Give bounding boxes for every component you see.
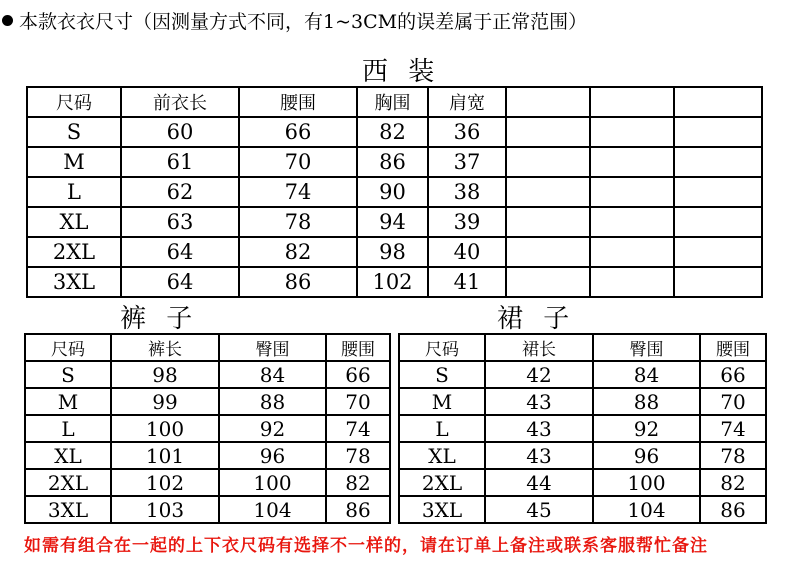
pants-cell: 3XL bbox=[25, 496, 111, 523]
suit-cell: S bbox=[27, 117, 121, 147]
pants-cell: 99 bbox=[111, 388, 219, 415]
pants-table-row bbox=[25, 388, 390, 415]
size-header bbox=[2, 7, 587, 34]
skirt-cell: 78 bbox=[700, 442, 766, 469]
skirt-cell: 43 bbox=[485, 415, 593, 442]
pants-cell: 102 bbox=[111, 469, 219, 496]
pants-cell: 臀围 bbox=[219, 334, 326, 361]
skirt-cell: 3XL bbox=[399, 496, 485, 523]
black-dot-icon bbox=[2, 15, 13, 26]
order-note: 如需有组合在一起的上下衣尺码有选择不一样的，请在订单上备注或联系客服帮忙备注 bbox=[24, 536, 708, 556]
suit-table-row bbox=[27, 237, 762, 267]
suit-cell bbox=[590, 87, 674, 117]
pants-header-row bbox=[25, 334, 390, 361]
suit-cell: 胸围 bbox=[357, 87, 428, 117]
suit-cell: 62 bbox=[121, 177, 239, 207]
suit-header-row bbox=[27, 87, 762, 117]
suit-cell bbox=[590, 147, 674, 177]
suit-table-row bbox=[27, 267, 762, 297]
skirt-cell: 82 bbox=[700, 469, 766, 496]
suit-cell: 61 bbox=[121, 147, 239, 177]
skirt-cell: 96 bbox=[593, 442, 700, 469]
skirt-cell: 86 bbox=[700, 496, 766, 523]
suit-cell bbox=[674, 87, 762, 117]
skirt-cell: 92 bbox=[593, 415, 700, 442]
pants-cell: M bbox=[25, 388, 111, 415]
suit-cell bbox=[674, 147, 762, 177]
suit-table-row bbox=[27, 147, 762, 177]
skirt-cell: L bbox=[399, 415, 485, 442]
size-header-text: 本款衣衣尺寸（因测量方式不同，有1~3CM的误差属于正常范围） bbox=[19, 11, 588, 33]
suit-cell: 86 bbox=[357, 147, 428, 177]
skirt-cell: XL bbox=[399, 442, 485, 469]
skirt-table-row bbox=[399, 496, 766, 523]
suit-cell: 尺码 bbox=[27, 87, 121, 117]
skirt-cell: 104 bbox=[593, 496, 700, 523]
suit-cell: 74 bbox=[239, 177, 357, 207]
suit-cell bbox=[590, 267, 674, 297]
suit-cell: 36 bbox=[428, 117, 506, 147]
suit-cell: 60 bbox=[121, 117, 239, 147]
suit-cell bbox=[506, 237, 590, 267]
pants-table-row bbox=[25, 496, 390, 523]
suit-cell: 腰围 bbox=[239, 87, 357, 117]
skirt-cell: 45 bbox=[485, 496, 593, 523]
pants-cell: 2XL bbox=[25, 469, 111, 496]
suit-cell: 94 bbox=[357, 207, 428, 237]
skirt-size-table bbox=[398, 333, 767, 524]
suit-cell bbox=[674, 117, 762, 147]
pants-cell: 92 bbox=[219, 415, 326, 442]
suit-cell: 78 bbox=[239, 207, 357, 237]
skirt-table-row bbox=[399, 361, 766, 388]
pants-cell: S bbox=[25, 361, 111, 388]
pants-cell: 66 bbox=[326, 361, 390, 388]
skirt-cell: 臀围 bbox=[593, 334, 700, 361]
skirt-cell: 裙长 bbox=[485, 334, 593, 361]
suit-title: 西 装 bbox=[362, 57, 441, 87]
suit-cell: 38 bbox=[428, 177, 506, 207]
suit-cell: 90 bbox=[357, 177, 428, 207]
skirt-cell: 70 bbox=[700, 388, 766, 415]
pants-table-row bbox=[25, 361, 390, 388]
skirt-table-row bbox=[399, 388, 766, 415]
pants-table-row bbox=[25, 469, 390, 496]
suit-cell bbox=[506, 117, 590, 147]
pants-cell: 96 bbox=[219, 442, 326, 469]
skirt-cell: 74 bbox=[700, 415, 766, 442]
skirt-cell: 44 bbox=[485, 469, 593, 496]
suit-cell bbox=[674, 267, 762, 297]
suit-cell: XL bbox=[27, 207, 121, 237]
suit-cell bbox=[506, 147, 590, 177]
pants-cell: 104 bbox=[219, 496, 326, 523]
suit-cell: 2XL bbox=[27, 237, 121, 267]
skirt-title: 裙 子 bbox=[497, 304, 576, 334]
pants-table-row bbox=[25, 415, 390, 442]
suit-size-table bbox=[26, 86, 763, 298]
suit-cell bbox=[590, 237, 674, 267]
suit-cell bbox=[590, 117, 674, 147]
pants-cell: 84 bbox=[219, 361, 326, 388]
suit-cell: 37 bbox=[428, 147, 506, 177]
suit-cell: 40 bbox=[428, 237, 506, 267]
pants-cell: 78 bbox=[326, 442, 390, 469]
suit-cell bbox=[590, 207, 674, 237]
suit-cell: 102 bbox=[357, 267, 428, 297]
skirt-cell: 100 bbox=[593, 469, 700, 496]
skirt-cell: 84 bbox=[593, 361, 700, 388]
pants-cell: 86 bbox=[326, 496, 390, 523]
skirt-cell: 42 bbox=[485, 361, 593, 388]
skirt-cell: 43 bbox=[485, 442, 593, 469]
suit-table-row bbox=[27, 117, 762, 147]
skirt-cell: 88 bbox=[593, 388, 700, 415]
pants-size-table bbox=[24, 333, 391, 524]
skirt-cell: 2XL bbox=[399, 469, 485, 496]
skirt-cell: 尺码 bbox=[399, 334, 485, 361]
suit-cell: 98 bbox=[357, 237, 428, 267]
suit-cell bbox=[506, 207, 590, 237]
skirt-cell: 腰围 bbox=[700, 334, 766, 361]
pants-cell: 裤长 bbox=[111, 334, 219, 361]
suit-cell bbox=[506, 267, 590, 297]
pants-cell: 101 bbox=[111, 442, 219, 469]
skirt-table-row bbox=[399, 415, 766, 442]
suit-cell: 64 bbox=[121, 237, 239, 267]
suit-cell: 82 bbox=[239, 237, 357, 267]
skirt-table-row bbox=[399, 469, 766, 496]
suit-cell: 66 bbox=[239, 117, 357, 147]
pants-cell: 70 bbox=[326, 388, 390, 415]
suit-cell: 39 bbox=[428, 207, 506, 237]
suit-cell: 70 bbox=[239, 147, 357, 177]
pants-cell: 100 bbox=[111, 415, 219, 442]
suit-cell: 82 bbox=[357, 117, 428, 147]
skirt-cell: 66 bbox=[700, 361, 766, 388]
pants-cell: 尺码 bbox=[25, 334, 111, 361]
suit-cell: 86 bbox=[239, 267, 357, 297]
suit-cell bbox=[674, 177, 762, 207]
skirt-cell: 43 bbox=[485, 388, 593, 415]
suit-table-row bbox=[27, 177, 762, 207]
suit-cell: 前衣长 bbox=[121, 87, 239, 117]
pants-cell: XL bbox=[25, 442, 111, 469]
pants-cell: 腰围 bbox=[326, 334, 390, 361]
suit-cell: 肩宽 bbox=[428, 87, 506, 117]
suit-cell: 64 bbox=[121, 267, 239, 297]
pants-cell: 100 bbox=[219, 469, 326, 496]
skirt-cell: M bbox=[399, 388, 485, 415]
suit-cell bbox=[674, 237, 762, 267]
suit-cell: M bbox=[27, 147, 121, 177]
suit-cell: 63 bbox=[121, 207, 239, 237]
pants-cell: 98 bbox=[111, 361, 219, 388]
suit-cell: 41 bbox=[428, 267, 506, 297]
pants-cell: 82 bbox=[326, 469, 390, 496]
skirt-cell: S bbox=[399, 361, 485, 388]
pants-cell: 74 bbox=[326, 415, 390, 442]
suit-cell bbox=[506, 87, 590, 117]
pants-title: 裤 子 bbox=[120, 304, 199, 334]
skirt-header-row bbox=[399, 334, 766, 361]
pants-table-row bbox=[25, 442, 390, 469]
suit-table-row bbox=[27, 207, 762, 237]
pants-cell: L bbox=[25, 415, 111, 442]
suit-cell bbox=[506, 177, 590, 207]
pants-cell: 103 bbox=[111, 496, 219, 523]
skirt-table-row bbox=[399, 442, 766, 469]
suit-cell bbox=[674, 207, 762, 237]
suit-cell: L bbox=[27, 177, 121, 207]
suit-cell bbox=[590, 177, 674, 207]
pants-cell: 88 bbox=[219, 388, 326, 415]
suit-cell: 3XL bbox=[27, 267, 121, 297]
